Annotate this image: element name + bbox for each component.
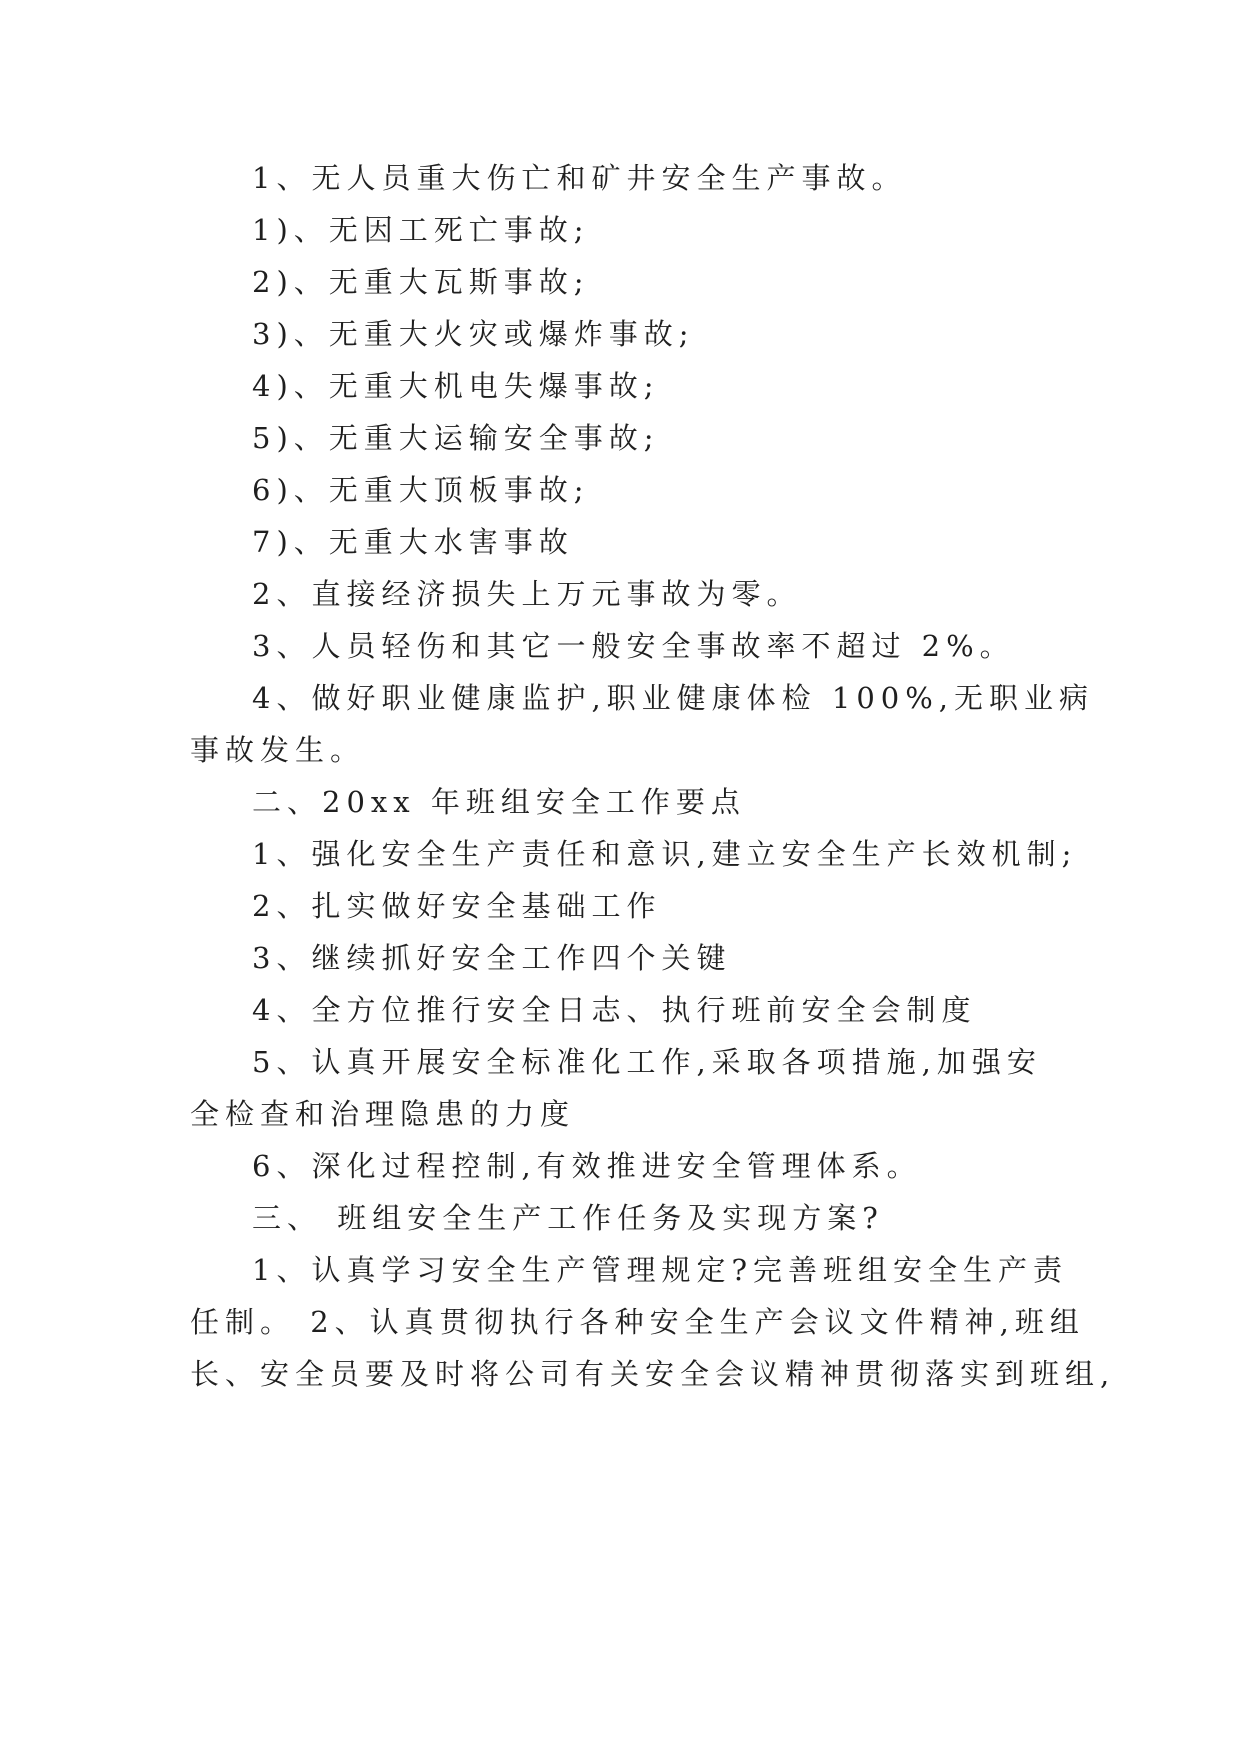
work-point-4: 4、全方位推行安全日志、执行班前安全会制度 — [252, 993, 977, 1027]
sub-item-1: 1)、无因工死亡事故; — [252, 213, 590, 247]
list-item-goal-1: 1、无人员重大伤亡和矿井安全生产事故。 — [252, 161, 907, 195]
sub-item-3: 3)、无重大火灾或爆炸事故; — [252, 317, 695, 351]
task-item-1: 1、认真学习安全生产管理规定?完善班组安全生产责 — [252, 1253, 1068, 1287]
work-point-3: 3、继续抓好安全工作四个关键 — [252, 941, 732, 975]
sub-item-4: 4)、无重大机电失爆事故; — [252, 369, 660, 403]
work-point-6: 6、深化过程控制,有效推进安全管理体系。 — [252, 1149, 922, 1183]
sub-item-5: 5)、无重大运输安全事故; — [252, 421, 660, 455]
sub-item-7: 7)、无重大水害事故 — [252, 525, 574, 559]
section-heading-2: 二、20xx 年班组安全工作要点 — [252, 785, 746, 819]
work-point-5: 5、认真开展安全标准化工作,采取各项措施,加强安 — [252, 1045, 1042, 1079]
task-item-2-cont: 长、安全员要及时将公司有关安全会议精神贯彻落实到班组, — [190, 1357, 1116, 1391]
section-heading-3: 三、 班组安全生产工作任务及实现方案? — [252, 1201, 884, 1235]
list-item-goal-4-cont: 事故发生。 — [190, 733, 366, 767]
list-item-goal-2: 2、直接经济损失上万元事故为零。 — [252, 577, 802, 611]
task-item-1-cont: 任制。 2、认真贯彻执行各种安全生产会议文件精神,班组 — [190, 1305, 1085, 1339]
work-point-1: 1、强化安全生产责任和意识,建立安全生产长效机制; — [252, 837, 1078, 871]
work-point-5-cont: 全检查和治理隐患的力度 — [190, 1097, 576, 1131]
work-point-2: 2、扎实做好安全基础工作 — [252, 889, 662, 923]
list-item-goal-3: 3、人员轻伤和其它一般安全事故率不超过 2%。 — [252, 629, 1015, 663]
sub-item-6: 6)、无重大顶板事故; — [252, 473, 590, 507]
list-item-goal-4: 4、做好职业健康监护,职业健康体检 100%,无职业病 — [252, 681, 1095, 715]
sub-item-2: 2)、无重大瓦斯事故; — [252, 265, 590, 299]
